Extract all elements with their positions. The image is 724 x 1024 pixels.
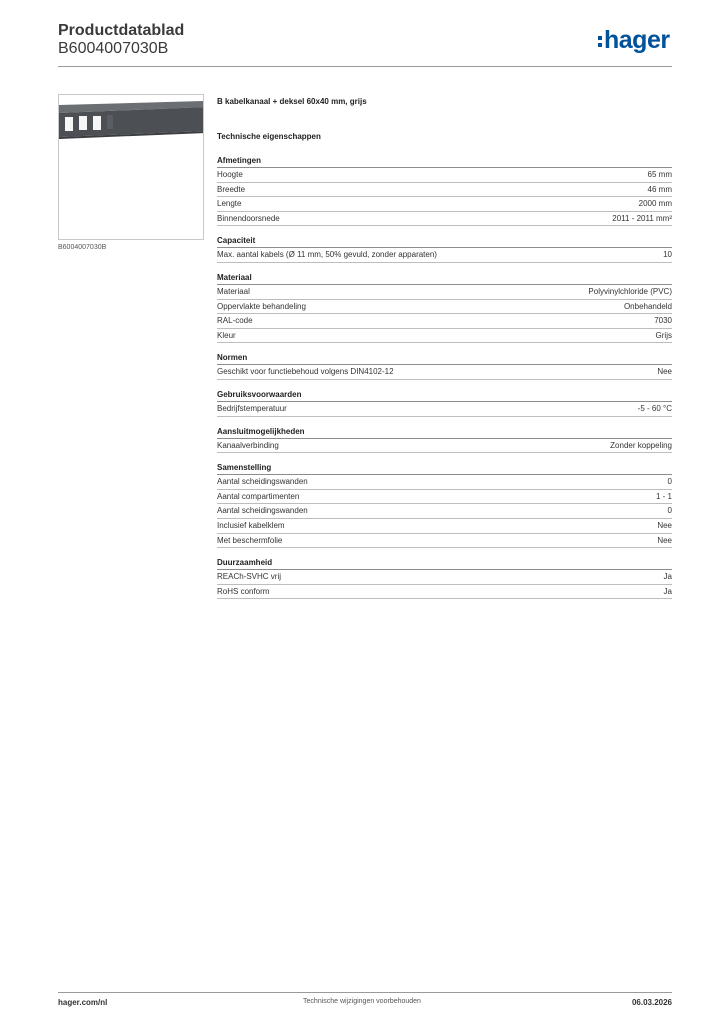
- spec-section: [217, 427, 672, 454]
- spec-row: [217, 248, 672, 263]
- section-title: Afmetingen: [217, 156, 672, 168]
- spec-row: [217, 168, 672, 183]
- spec-label: RAL-code: [217, 316, 253, 326]
- footer-date: 06.03.2026: [631, 998, 672, 1007]
- product-image: [58, 94, 204, 240]
- hager-logo[interactable]: [598, 25, 670, 55]
- document-title: Productdatablad: [58, 22, 185, 39]
- section-title: Capaciteit: [217, 236, 672, 248]
- spec-row: [217, 439, 672, 454]
- spec-label: Oppervlakte behandeling: [217, 301, 306, 311]
- spec-value: Zonder koppeling: [610, 440, 672, 450]
- spec-value: 2011 - 2011 mm²: [612, 213, 672, 223]
- spec-value: Grijs: [655, 330, 672, 340]
- spec-label: Met beschermfolie: [217, 535, 283, 545]
- logo-dots-icon: [598, 36, 602, 47]
- spec-label: Inclusief kabelklem: [217, 520, 285, 530]
- spec-section: [217, 273, 672, 343]
- spec-value: 10: [663, 250, 672, 260]
- spec-value: -5 - 60 °C: [637, 403, 672, 413]
- spec-sections: [217, 156, 672, 599]
- spec-value: Onbehandeld: [623, 301, 672, 311]
- spec-value: Ja: [663, 572, 672, 582]
- spec-label: Materiaal: [217, 286, 250, 296]
- spec-label: Kanaalverbinding: [217, 440, 279, 450]
- spec-value: Nee: [657, 367, 672, 377]
- spec-label: Max. aantal kabels (Ø 11 mm, 50% gevuld, zonder apparaten): [217, 250, 437, 260]
- spec-content: [217, 96, 672, 599]
- spec-section: [217, 353, 672, 380]
- section-title: Duurzaamheid: [217, 558, 672, 570]
- spec-label: Kleur: [217, 330, 236, 340]
- spec-label: Geschikt voor functiebehoud volgens DIN4102-12: [217, 367, 394, 377]
- spec-label: Lengte: [217, 199, 242, 209]
- spec-row: [217, 212, 672, 227]
- spec-value: Nee: [657, 535, 672, 545]
- spec-value: 0: [667, 506, 672, 516]
- spec-row: [217, 504, 672, 519]
- spec-row: [217, 285, 672, 300]
- spec-section: [217, 558, 672, 599]
- spec-value: Ja: [663, 586, 672, 596]
- spec-value: 7030: [654, 316, 672, 326]
- section-title: Samenstelling: [217, 463, 672, 475]
- footer-website[interactable]: hager.com/nl: [58, 998, 108, 1007]
- spec-row: [217, 197, 672, 212]
- spec-row: [217, 402, 672, 417]
- logo-text: hager: [604, 25, 670, 54]
- footer-divider: [58, 992, 672, 993]
- spec-label: Breedte: [217, 184, 246, 194]
- spec-label: Aantal scheidingswanden: [217, 477, 308, 487]
- spec-row: [217, 570, 672, 585]
- spec-label: Aantal scheidingswanden: [217, 506, 308, 516]
- spec-label: Bedrijfstemperatuur: [217, 403, 287, 413]
- spec-row: [217, 585, 672, 600]
- section-title: Materiaal: [217, 273, 672, 285]
- spec-row: [217, 519, 672, 534]
- spec-row: [217, 300, 672, 315]
- spec-value: Nee: [657, 520, 672, 530]
- spec-row: [217, 534, 672, 549]
- spec-label: Binnendoorsnede: [217, 213, 280, 223]
- spec-value: 2000 mm: [638, 199, 672, 209]
- spec-value: 1 - 1: [655, 491, 672, 501]
- spec-value: Polyvinylchloride (PVC): [588, 286, 672, 296]
- image-caption: B6004007030B: [58, 244, 107, 251]
- spec-row: [217, 475, 672, 490]
- spec-label: RoHS conform: [217, 586, 270, 596]
- spec-row: [217, 183, 672, 198]
- spec-section: [217, 463, 672, 548]
- header-divider: [58, 66, 672, 67]
- spec-section: [217, 156, 672, 226]
- spec-row: [217, 490, 672, 505]
- spec-label: Aantal compartimenten: [217, 491, 300, 501]
- spec-value: 0: [667, 477, 672, 487]
- footer-disclaimer: Technische wijzigingen voorbehouden: [303, 998, 421, 1005]
- spec-value: 65 mm: [647, 170, 672, 179]
- spec-label: REACh-SVHC vrij: [217, 572, 282, 582]
- section-title: Aansluitmogelijkheden: [217, 427, 672, 439]
- spec-row: [217, 329, 672, 344]
- spec-value: 46 mm: [647, 184, 672, 194]
- spec-section: [217, 390, 672, 417]
- cable-duct-image: [59, 95, 204, 240]
- tech-heading: Technische eigenschappen: [217, 132, 321, 141]
- section-title: Gebruiksvoorwaarden: [217, 390, 672, 402]
- spec-label: Hoogte: [217, 170, 243, 179]
- spec-row: [217, 314, 672, 329]
- spec-row: [217, 365, 672, 380]
- section-title: Normen: [217, 353, 672, 365]
- product-sku: B6004007030B: [58, 40, 169, 57]
- product-name: B kabelkanaal + deksel 60x40 mm, grijs: [217, 97, 367, 106]
- spec-section: [217, 236, 672, 263]
